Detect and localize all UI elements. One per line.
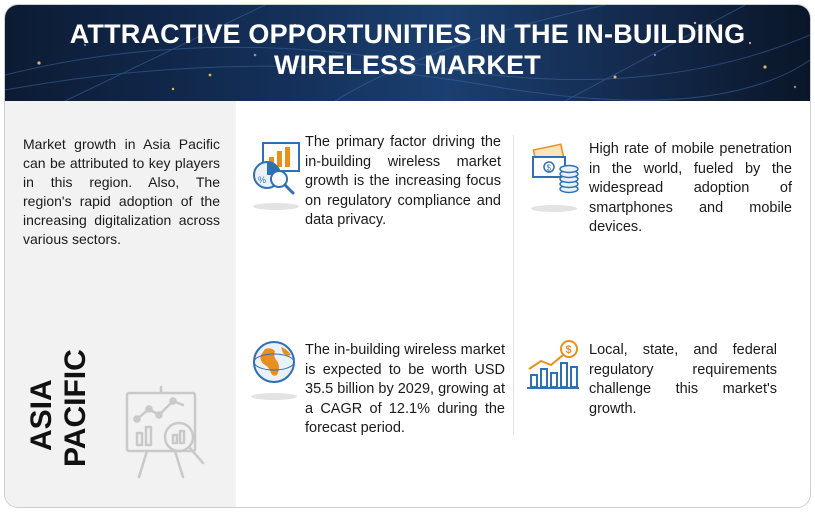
item-2-icon-shadow bbox=[531, 205, 577, 212]
dollar-bar-chart-icon bbox=[525, 339, 581, 391]
item-2-icon-wrap bbox=[529, 143, 581, 202]
region-label-line2: PACIFIC bbox=[59, 349, 92, 467]
cash-and-coins-icon bbox=[529, 143, 581, 197]
svg-text:$: $ bbox=[546, 163, 551, 173]
column-divider bbox=[513, 135, 514, 435]
item-1-icon-shadow bbox=[253, 203, 299, 210]
banner-title-line2: WIRELESS MARKET bbox=[273, 50, 541, 80]
item-4-icon-wrap bbox=[525, 339, 581, 396]
region-label-line1: ASIA bbox=[25, 379, 58, 451]
item-1-text: The primary factor driving the in-building wireless market growth is the increasing focus on regulatory compliance and data privacy. bbox=[305, 134, 501, 228]
banner-title bbox=[5, 19, 810, 81]
item-2-text: High rate of mobile penetration in the world, fueled by the widespread adoption of smartphones and mobile devices. bbox=[589, 141, 792, 235]
region-description: Market growth in Asia Pacific can be attributed to key players in this region. Also, The region's rapid adoption of the increasing digitalization across various sectors. bbox=[23, 136, 220, 247]
left-panel bbox=[5, 101, 236, 507]
item-4-text: Local, state, and federal regulatory requirements challenge this market's growth. bbox=[589, 342, 777, 417]
globe-icon bbox=[251, 339, 297, 385]
item-3-text: The in-building wireless market is expected to be worth USD 35.5 billion by 2029, growing at a CAGR of 12.1% during the forecast period. bbox=[305, 342, 505, 436]
svg-text:$: $ bbox=[565, 344, 572, 356]
infographic-card bbox=[4, 4, 811, 508]
item-3-icon-shadow bbox=[251, 393, 297, 400]
presentation-chart-magnifier-icon bbox=[117, 381, 217, 481]
analytics-report-icon bbox=[249, 137, 303, 199]
svg-text:%: % bbox=[258, 175, 267, 185]
banner-title-line1: ATTRACTIVE OPPORTUNITIES IN THE IN-BUILDING bbox=[69, 19, 746, 49]
item-1-icon-wrap bbox=[249, 137, 303, 204]
title-banner bbox=[5, 5, 810, 101]
item-3-icon-wrap bbox=[251, 339, 297, 390]
region-label bbox=[25, 349, 97, 469]
